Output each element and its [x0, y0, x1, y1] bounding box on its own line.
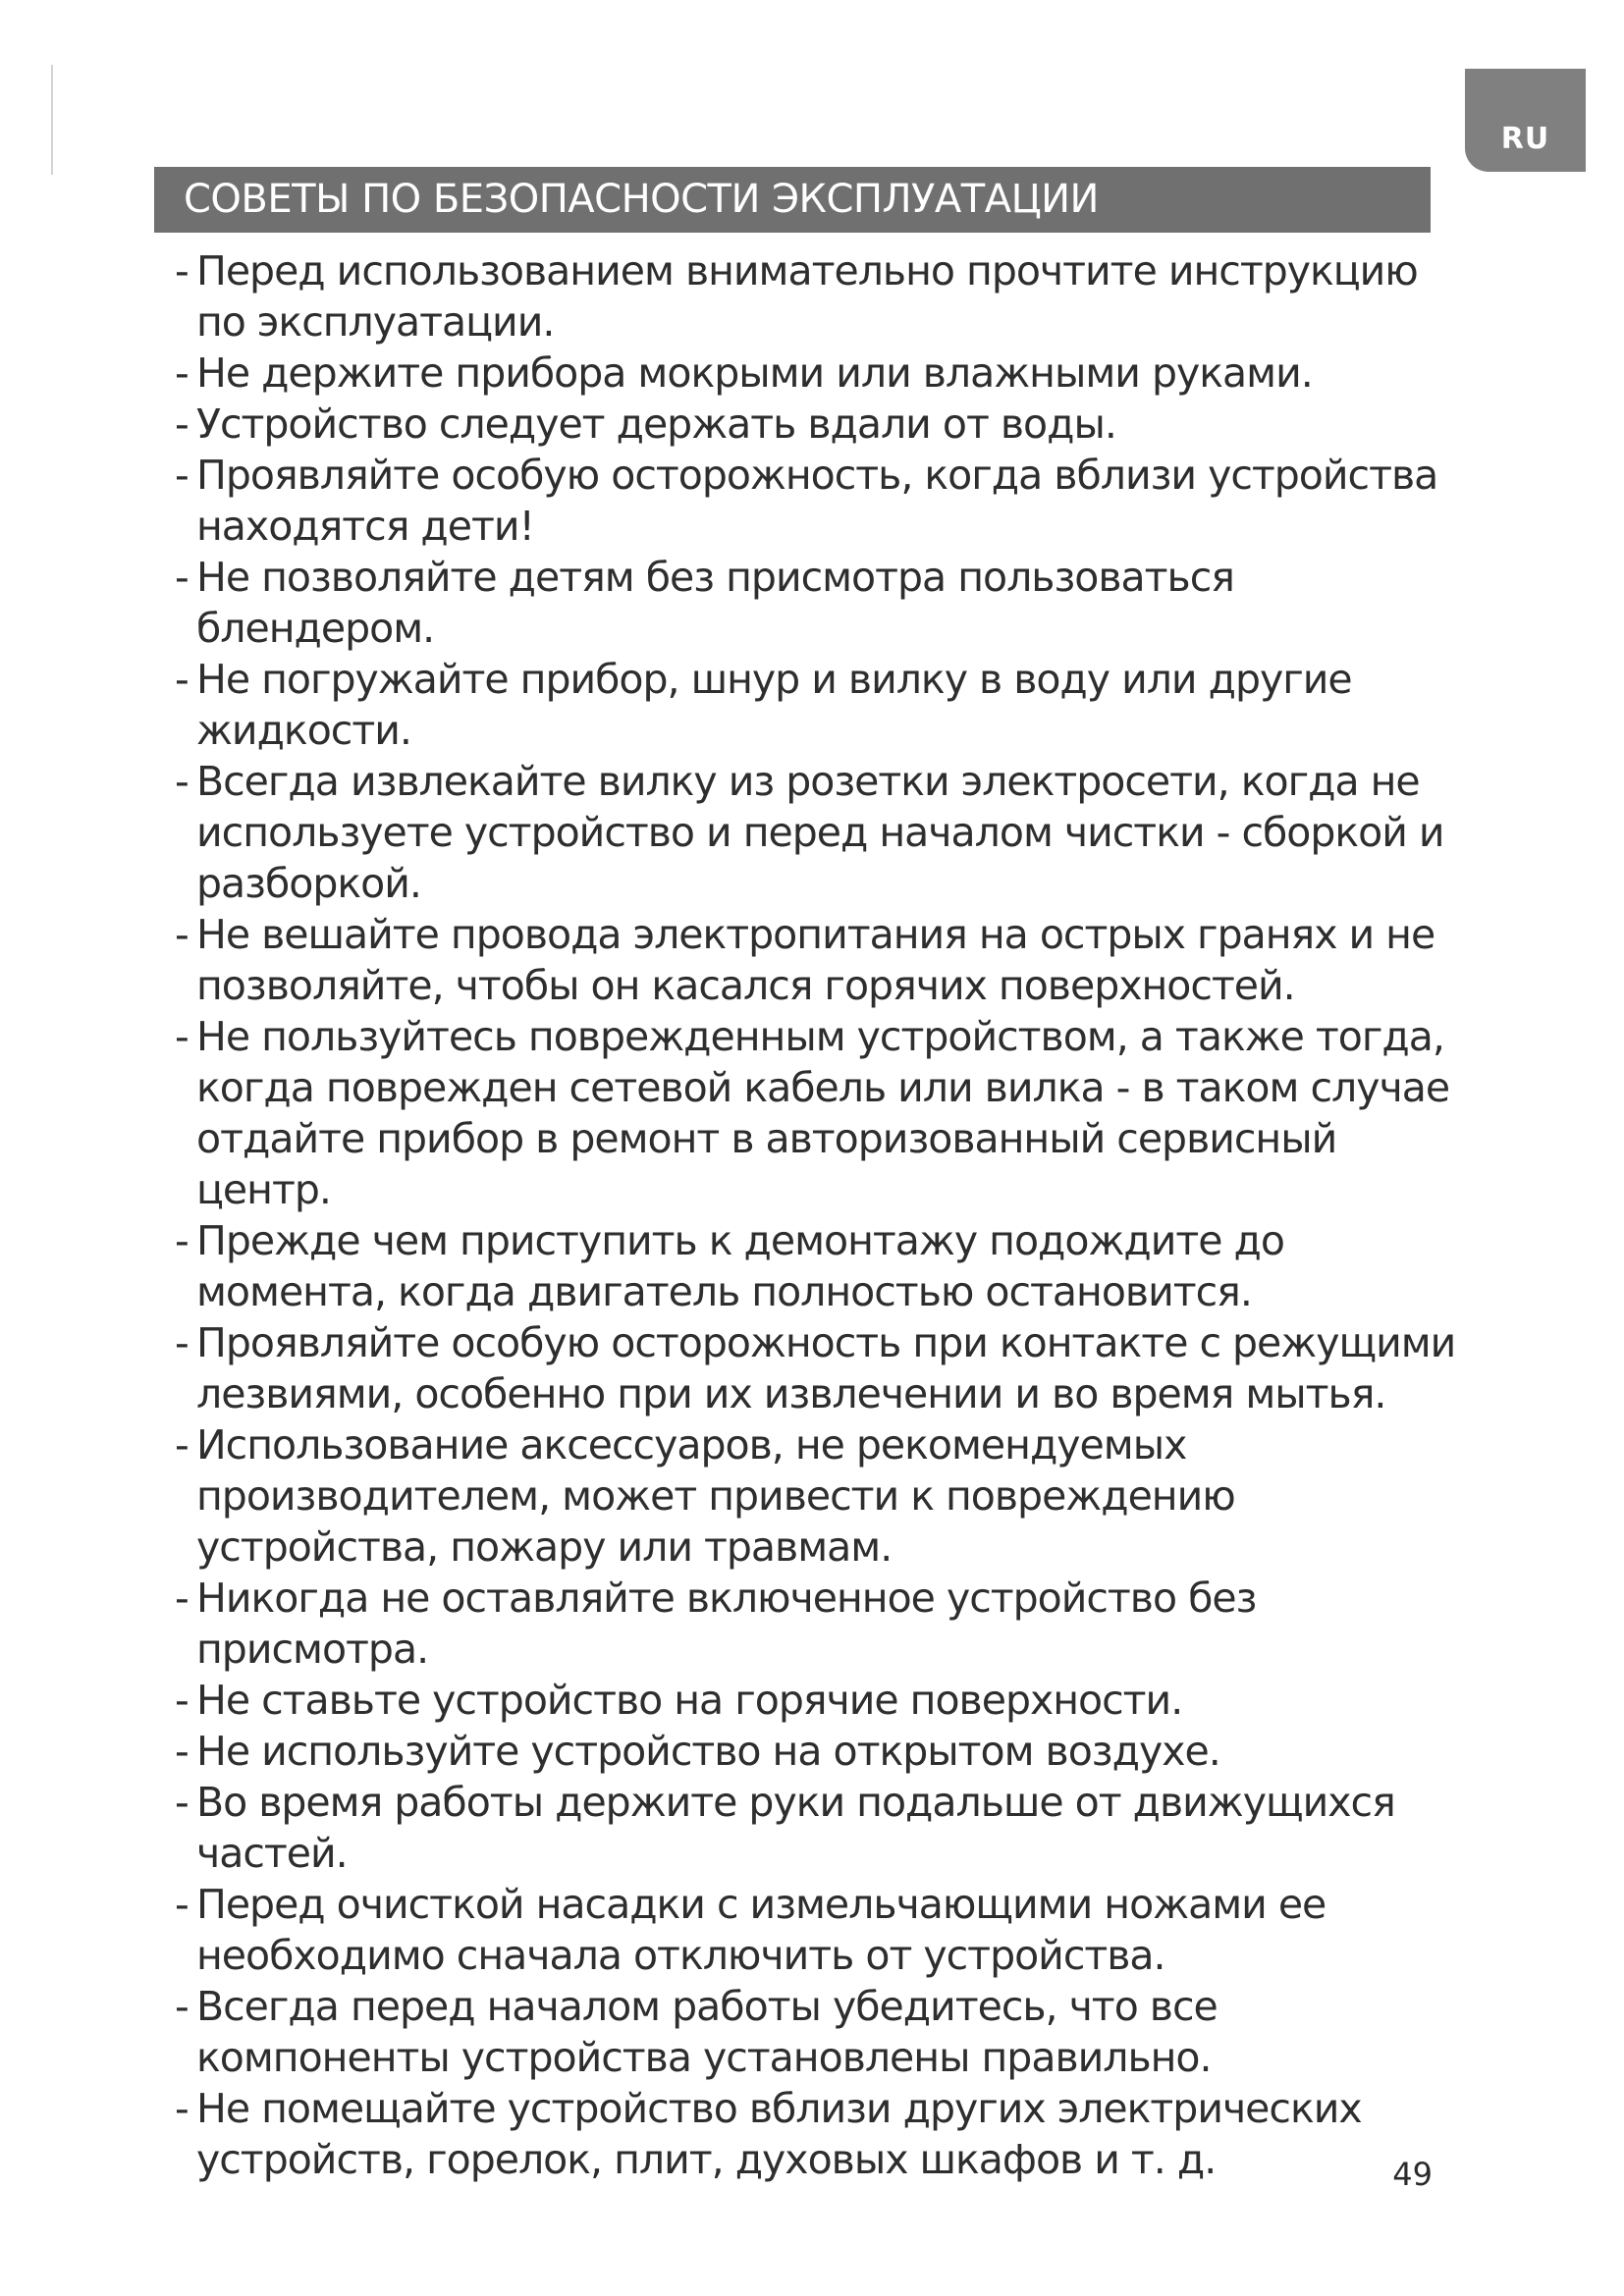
- list-marker: -: [175, 349, 189, 397]
- list-item: [175, 909, 1471, 1011]
- list-marker: -: [175, 1728, 189, 1775]
- tip-text: Никогда не оставляйте включенное устройство без присмотра.: [196, 1575, 1257, 1673]
- list-marker: -: [175, 1983, 189, 2030]
- section-title: [154, 167, 1431, 233]
- list-item: [175, 1215, 1471, 1317]
- list-marker: -: [175, 1677, 189, 1724]
- list-marker: -: [175, 247, 189, 294]
- safety-tips-list: [175, 245, 1471, 2185]
- tip-text: Не используйте устройство на открытом воздухе.: [196, 1728, 1220, 1775]
- margin-line: [51, 65, 53, 175]
- tip-text: Не вешайте провода электропитания на острых гранях и не позволяйте, чтобы он касался горячих поверхностей.: [196, 911, 1435, 1009]
- tip-text: Проявляйте особую осторожность, когда вблизи устройства находятся дети!: [196, 452, 1438, 550]
- tip-text: Не позволяйте детям без присмотра пользоваться блендером.: [196, 554, 1234, 652]
- tip-text: Не пользуйтесь поврежденным устройством, а также тогда, когда поврежден сетевой кабель или вилка - в таком случае отдайте прибор в ремонт в авторизованный сервисный центр.: [196, 1013, 1450, 1213]
- list-item: [175, 1011, 1471, 1215]
- list-item: [175, 1419, 1471, 1573]
- list-marker: -: [175, 1013, 189, 1060]
- list-item: [175, 1981, 1471, 2083]
- list-marker: -: [175, 1575, 189, 1622]
- list-marker: -: [175, 758, 189, 805]
- list-marker: -: [175, 1319, 189, 1366]
- tip-text: Не держите прибора мокрыми или влажными руками.: [196, 349, 1313, 397]
- list-item: [175, 2083, 1471, 2185]
- tip-text: Перед использованием внимательно прочтите инструкцию по эксплуатации.: [196, 247, 1418, 346]
- tip-text: Проявляйте особую осторожность при контакте с режущими лезвиями, особенно при их извлечении и во время мытья.: [196, 1319, 1456, 1417]
- tip-text: Не ставьте устройство на горячие поверхности.: [196, 1677, 1183, 1724]
- tip-text: Всегда извлекайте вилку из розетки электросети, когда не используете устройство и перед началом чистки - сборкой и разборкой.: [196, 758, 1444, 907]
- language-tab: [1465, 69, 1586, 172]
- list-marker: -: [175, 452, 189, 499]
- list-item: [175, 1777, 1471, 1879]
- tip-text: Всегда перед началом работы убедитесь, что все компоненты устройства установлены правильно.: [196, 1983, 1218, 2081]
- tip-text: Использование аксессуаров, не рекомендуемых производителем, может привести к повреждению устройства, пожару или травмам.: [196, 1421, 1235, 1571]
- list-item: [175, 347, 1471, 399]
- tip-text: Во время работы держите руки подальше от движущихся частей.: [196, 1779, 1395, 1877]
- list-marker: -: [175, 1421, 189, 1468]
- page-number: 49: [1392, 2156, 1433, 2193]
- list-item: [175, 399, 1471, 450]
- list-marker: -: [175, 400, 189, 448]
- list-item: [175, 1726, 1471, 1777]
- tip-text: Устройство следует держать вдали от воды.: [196, 400, 1116, 448]
- list-marker: -: [175, 1217, 189, 1264]
- list-item: [175, 1675, 1471, 1726]
- tip-text: Не помещайте устройство вблизи других электрических устройств, горелок, плит, духовых шкафов и т. д.: [196, 2085, 1362, 2183]
- list-item: [175, 1879, 1471, 1981]
- language-tab-label: RU: [1500, 122, 1550, 156]
- section-title-text: СОВЕТЫ ПО БЕЗОПАСНОСТИ ЭКСПЛУАТАЦИИ: [184, 177, 1099, 222]
- list-item: [175, 450, 1471, 552]
- list-item: [175, 756, 1471, 909]
- list-marker: -: [175, 1779, 189, 1826]
- list-item: [175, 654, 1471, 756]
- tip-text: Прежде чем приступить к демонтажу подождите до момента, когда двигатель полностью остановится.: [196, 1217, 1284, 1315]
- list-item: [175, 245, 1471, 347]
- list-marker: -: [175, 554, 189, 601]
- list-marker: -: [175, 911, 189, 958]
- list-marker: -: [175, 2085, 189, 2132]
- tip-text: Перед очисткой насадки с измельчающими ножами ее необходимо сначала отключить от устройства.: [196, 1881, 1326, 1979]
- list-item: [175, 552, 1471, 654]
- list-marker: -: [175, 656, 189, 703]
- list-marker: -: [175, 1881, 189, 1928]
- list-item: [175, 1317, 1471, 1419]
- list-item: [175, 1573, 1471, 1675]
- tip-text: Не погружайте прибор, шнур и вилку в воду или другие жидкости.: [196, 656, 1352, 754]
